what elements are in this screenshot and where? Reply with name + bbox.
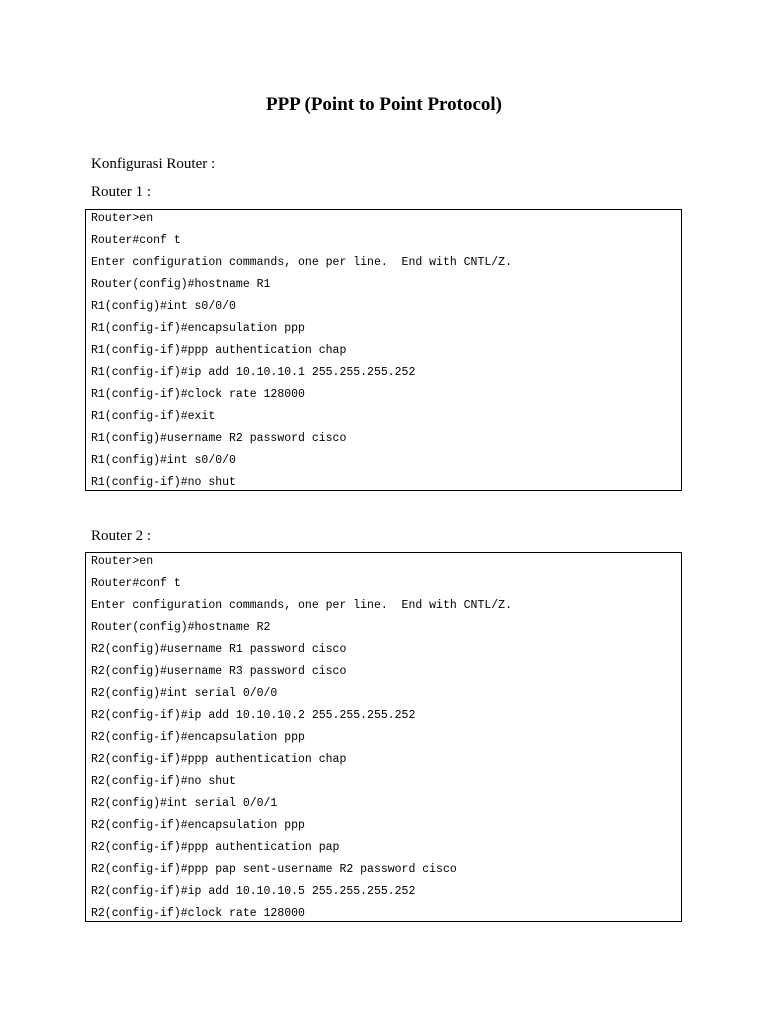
code-line: R2(config-if)#ip add 10.10.10.5 255.255.255.252 [91,885,416,898]
code-block-router-1 [85,209,682,491]
code-line: R2(config)#username R3 password cisco [91,665,347,678]
code-line: Router#conf t [91,577,181,590]
intro-text: Konfigurasi Router : [91,156,216,172]
code-line: R2(config)#username R1 password cisco [91,643,347,656]
page-title: PPP (Point to Point Protocol) [265,94,503,115]
code-line: R2(config-if)#no shut [91,775,236,788]
code-line: R2(config)#int serial 0/0/0 [91,687,278,700]
code-line: R1(config-if)#encapsulation ppp [91,322,305,335]
code-line: R1(config-if)#ppp authentication chap [91,344,347,357]
code-line: R2(config-if)#ppp authentication chap [91,753,347,766]
code-line: R2(config-if)#clock rate 128000 [91,907,305,920]
code-line: R2(config-if)#ppp pap sent-username R2 password cisco [91,863,457,876]
code-line: Router(config)#hostname R2 [91,621,271,634]
code-line: R1(config-if)#clock rate 128000 [91,388,305,401]
code-line: R2(config-if)#ip add 10.10.10.2 255.255.255.252 [91,709,416,722]
code-line: R1(config-if)#no shut [91,476,236,489]
code-line: R1(config)#int s0/0/0 [91,300,236,313]
code-line: R2(config)#int serial 0/0/1 [91,797,278,810]
code-line: Router(config)#hostname R1 [91,278,271,291]
code-line: R2(config-if)#encapsulation ppp [91,731,305,744]
code-block-router-2 [85,552,682,922]
code-line: R2(config-if)#encapsulation ppp [91,819,305,832]
code-line: Router#conf t [91,234,181,247]
code-line: Router>en [91,212,154,225]
code-line: R1(config-if)#ip add 10.10.10.1 255.255.255.252 [91,366,416,379]
code-line: R1(config)#username R2 password cisco [91,432,347,445]
code-line: R1(config-if)#exit [91,410,216,423]
code-line: Enter configuration commands, one per line. End with CNTL/Z. [91,256,512,269]
code-line: Router>en [91,555,154,568]
code-line: Enter configuration commands, one per line. End with CNTL/Z. [91,599,512,612]
code-line: R2(config-if)#ppp authentication pap [91,841,340,854]
section-label-router-1: Router 1 : [91,184,151,200]
section-label-router-2: Router 2 : [91,528,151,544]
code-line: R1(config)#int s0/0/0 [91,454,236,467]
